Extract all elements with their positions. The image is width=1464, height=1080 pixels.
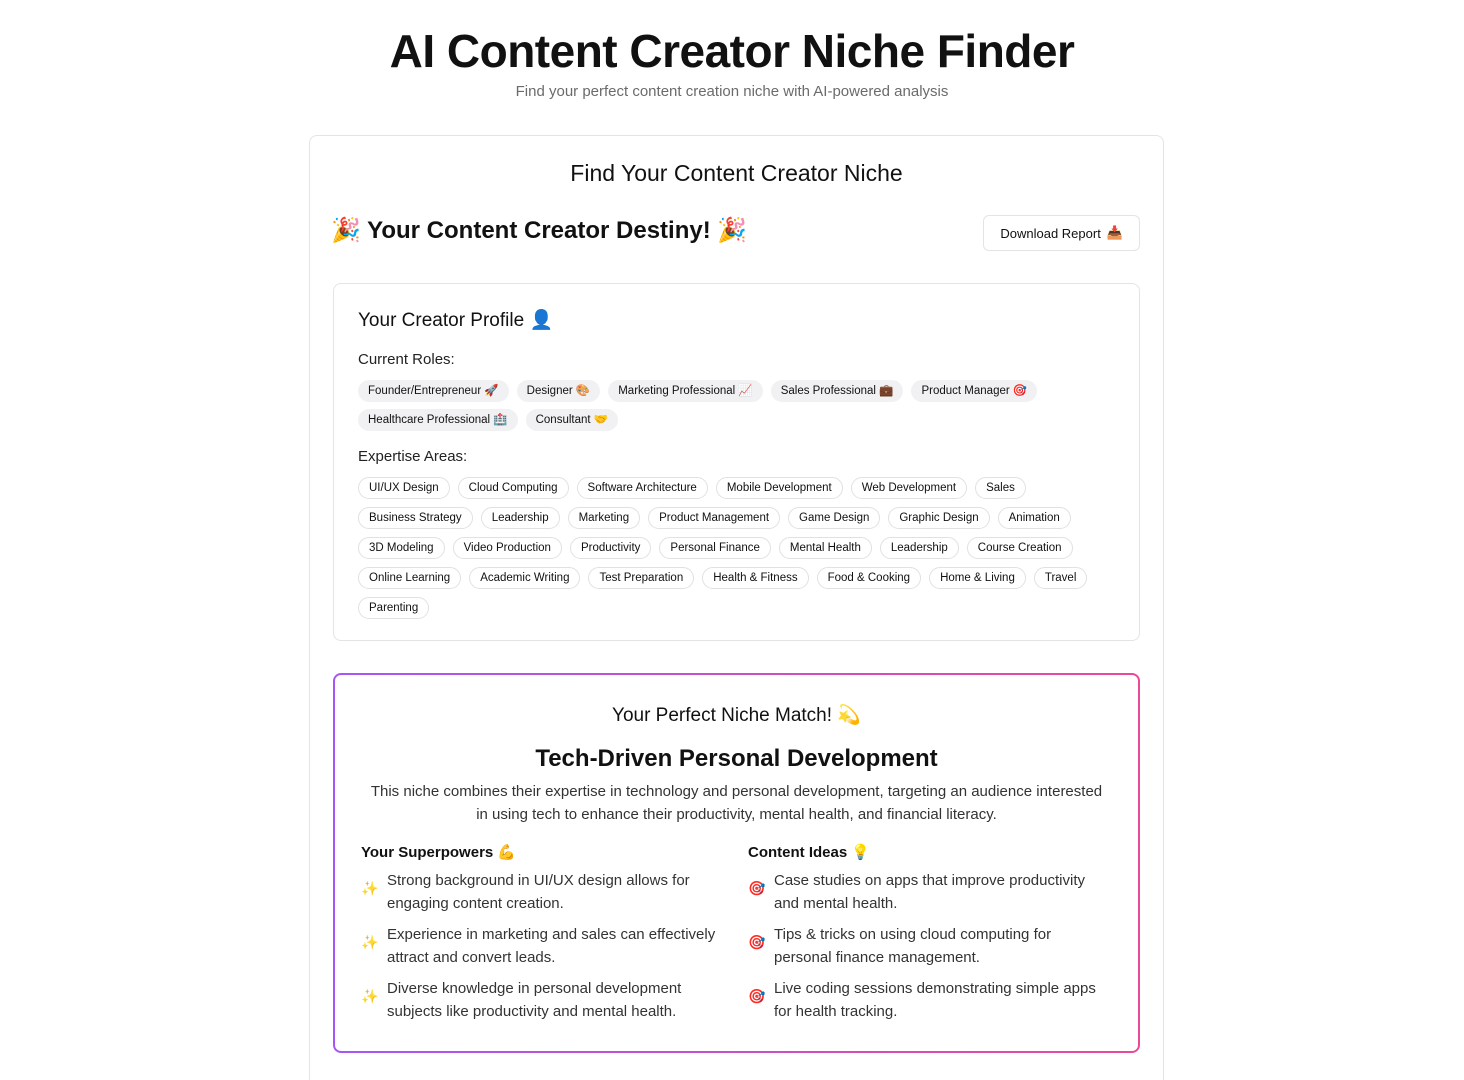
expertise-chip: Sales [975, 477, 1026, 499]
content-idea-item-text: Case studies on apps that improve productivity and mental health. [774, 872, 1085, 912]
content-ideas-title-text: Content Ideas [748, 844, 848, 861]
niche-match-title [335, 703, 1138, 727]
party-popper-icon: 🎉 [717, 216, 748, 244]
expertise-chip: Parenting [358, 597, 429, 619]
niche-match-title-text: Your Perfect Niche Match! [612, 705, 833, 726]
expertise-chip: Leadership [880, 537, 959, 559]
expertise-chip: Graphic Design [888, 507, 989, 529]
role-chip: Product Manager 🎯 [911, 380, 1037, 402]
expertise-chip: Home & Living [929, 567, 1026, 589]
creator-profile-title-text: Your Creator Profile [358, 310, 525, 331]
superpower-item-text: Experience in marketing and sales can effectively attract and convert leads. [387, 926, 716, 966]
role-chip: Consultant 🤝 [526, 409, 619, 431]
expertise-chip: Video Production [453, 537, 562, 559]
superpower-item-text: Strong background in UI/UX design allows for engaging content creation. [387, 872, 690, 912]
sparkles-icon: ✨ [361, 881, 379, 897]
expertise-chip: Online Learning [358, 567, 461, 589]
dizzy-icon: 💫 [837, 704, 861, 726]
expertise-chip: Software Architecture [577, 477, 708, 499]
niche-match-card [333, 673, 1140, 1053]
expertise-chip: 3D Modeling [358, 537, 445, 559]
creator-profile-card [333, 283, 1140, 641]
page-subtitle: Find your perfect content creation niche with AI-powered analysis [515, 83, 949, 100]
expertise-chip: Marketing [568, 507, 641, 529]
expertise-chip: Animation [998, 507, 1071, 529]
expertise-chip: UI/UX Design [358, 477, 450, 499]
page-title: AI Content Creator Niche Finder [389, 25, 1075, 77]
content-idea-item-text: Tips & tricks on using cloud computing for personal finance management. [774, 926, 1052, 966]
inbox-tray-icon: 📥 [1106, 225, 1123, 241]
destiny-header [331, 212, 1140, 252]
expertise-chip: Mental Health [779, 537, 872, 559]
creator-profile-title [358, 308, 553, 332]
content-idea-item [748, 977, 1108, 1023]
current-roles-label: Current Roles: [358, 351, 455, 368]
expertise-chip: Mobile Development [716, 477, 843, 499]
destiny-title [331, 216, 747, 245]
content-ideas-list [748, 869, 1108, 1023]
role-chip: Sales Professional 💼 [771, 380, 904, 402]
superpowers-title-text: Your Superpowers [361, 844, 494, 861]
flexed-biceps-icon: 💪 [497, 843, 517, 861]
destiny-title-text: Your Content Creator Destiny! [367, 217, 711, 244]
content-ideas-title [748, 843, 1108, 861]
download-report-label: Download Report [1000, 225, 1101, 241]
roles-list [358, 380, 1128, 438]
expertise-chip: Product Management [648, 507, 780, 529]
niche-match-inner [335, 675, 1138, 1051]
content-idea-item-text: Live coding sessions demonstrating simple apps for health tracking. [774, 980, 1096, 1020]
download-report-button[interactable] [983, 215, 1140, 251]
content-idea-item [748, 869, 1108, 915]
superpower-item-text: Diverse knowledge in personal development subjects like productivity and mental health. [387, 980, 682, 1020]
card-title: Find Your Content Creator Niche [570, 160, 903, 186]
niche-description: This niche combines their expertise in technology and personal development, targeting an audience interested in using tech to enhance their productivity, mental health, and financial literacy. [370, 783, 1103, 823]
niche-name: Tech-Driven Personal Development [535, 745, 938, 772]
expertise-chip: Productivity [570, 537, 651, 559]
expertise-chip: Food & Cooking [817, 567, 921, 589]
superpowers-title [361, 843, 721, 861]
expertise-chip: Game Design [788, 507, 880, 529]
sparkles-icon: ✨ [361, 935, 379, 951]
role-chip: Founder/Entrepreneur 🚀 [358, 380, 509, 402]
target-icon: 🎯 [748, 935, 766, 951]
role-chip: Marketing Professional 📈 [608, 380, 763, 402]
superpowers-section [361, 843, 721, 1031]
content-ideas-section [748, 843, 1108, 1031]
user-silhouette-icon: 👤 [529, 309, 554, 331]
superpower-item [361, 923, 721, 969]
target-icon: 🎯 [748, 881, 766, 897]
expertise-chip: Business Strategy [358, 507, 473, 529]
expertise-areas-label: Expertise Areas: [358, 448, 468, 465]
superpowers-list [361, 869, 721, 1023]
expertise-chip: Course Creation [967, 537, 1073, 559]
expertise-chip: Health & Fitness [702, 567, 808, 589]
sparkles-icon: ✨ [361, 989, 379, 1005]
expertise-chip: Personal Finance [659, 537, 771, 559]
expertise-chip: Cloud Computing [458, 477, 569, 499]
role-chip: Designer 🎨 [517, 380, 601, 402]
superpower-item [361, 977, 721, 1023]
role-chip: Healthcare Professional 🏥 [358, 409, 518, 431]
target-icon: 🎯 [748, 989, 766, 1005]
expertise-chip: Web Development [851, 477, 967, 499]
party-popper-icon: 🎉 [331, 216, 361, 244]
expertise-chip: Leadership [481, 507, 560, 529]
expertise-chip: Academic Writing [469, 567, 580, 589]
expertise-chip: Travel [1034, 567, 1088, 589]
expertise-list [358, 477, 1128, 627]
superpower-item [361, 869, 721, 915]
light-bulb-icon: 💡 [851, 843, 871, 861]
expertise-chip: Test Preparation [588, 567, 694, 589]
content-idea-item [748, 923, 1108, 969]
